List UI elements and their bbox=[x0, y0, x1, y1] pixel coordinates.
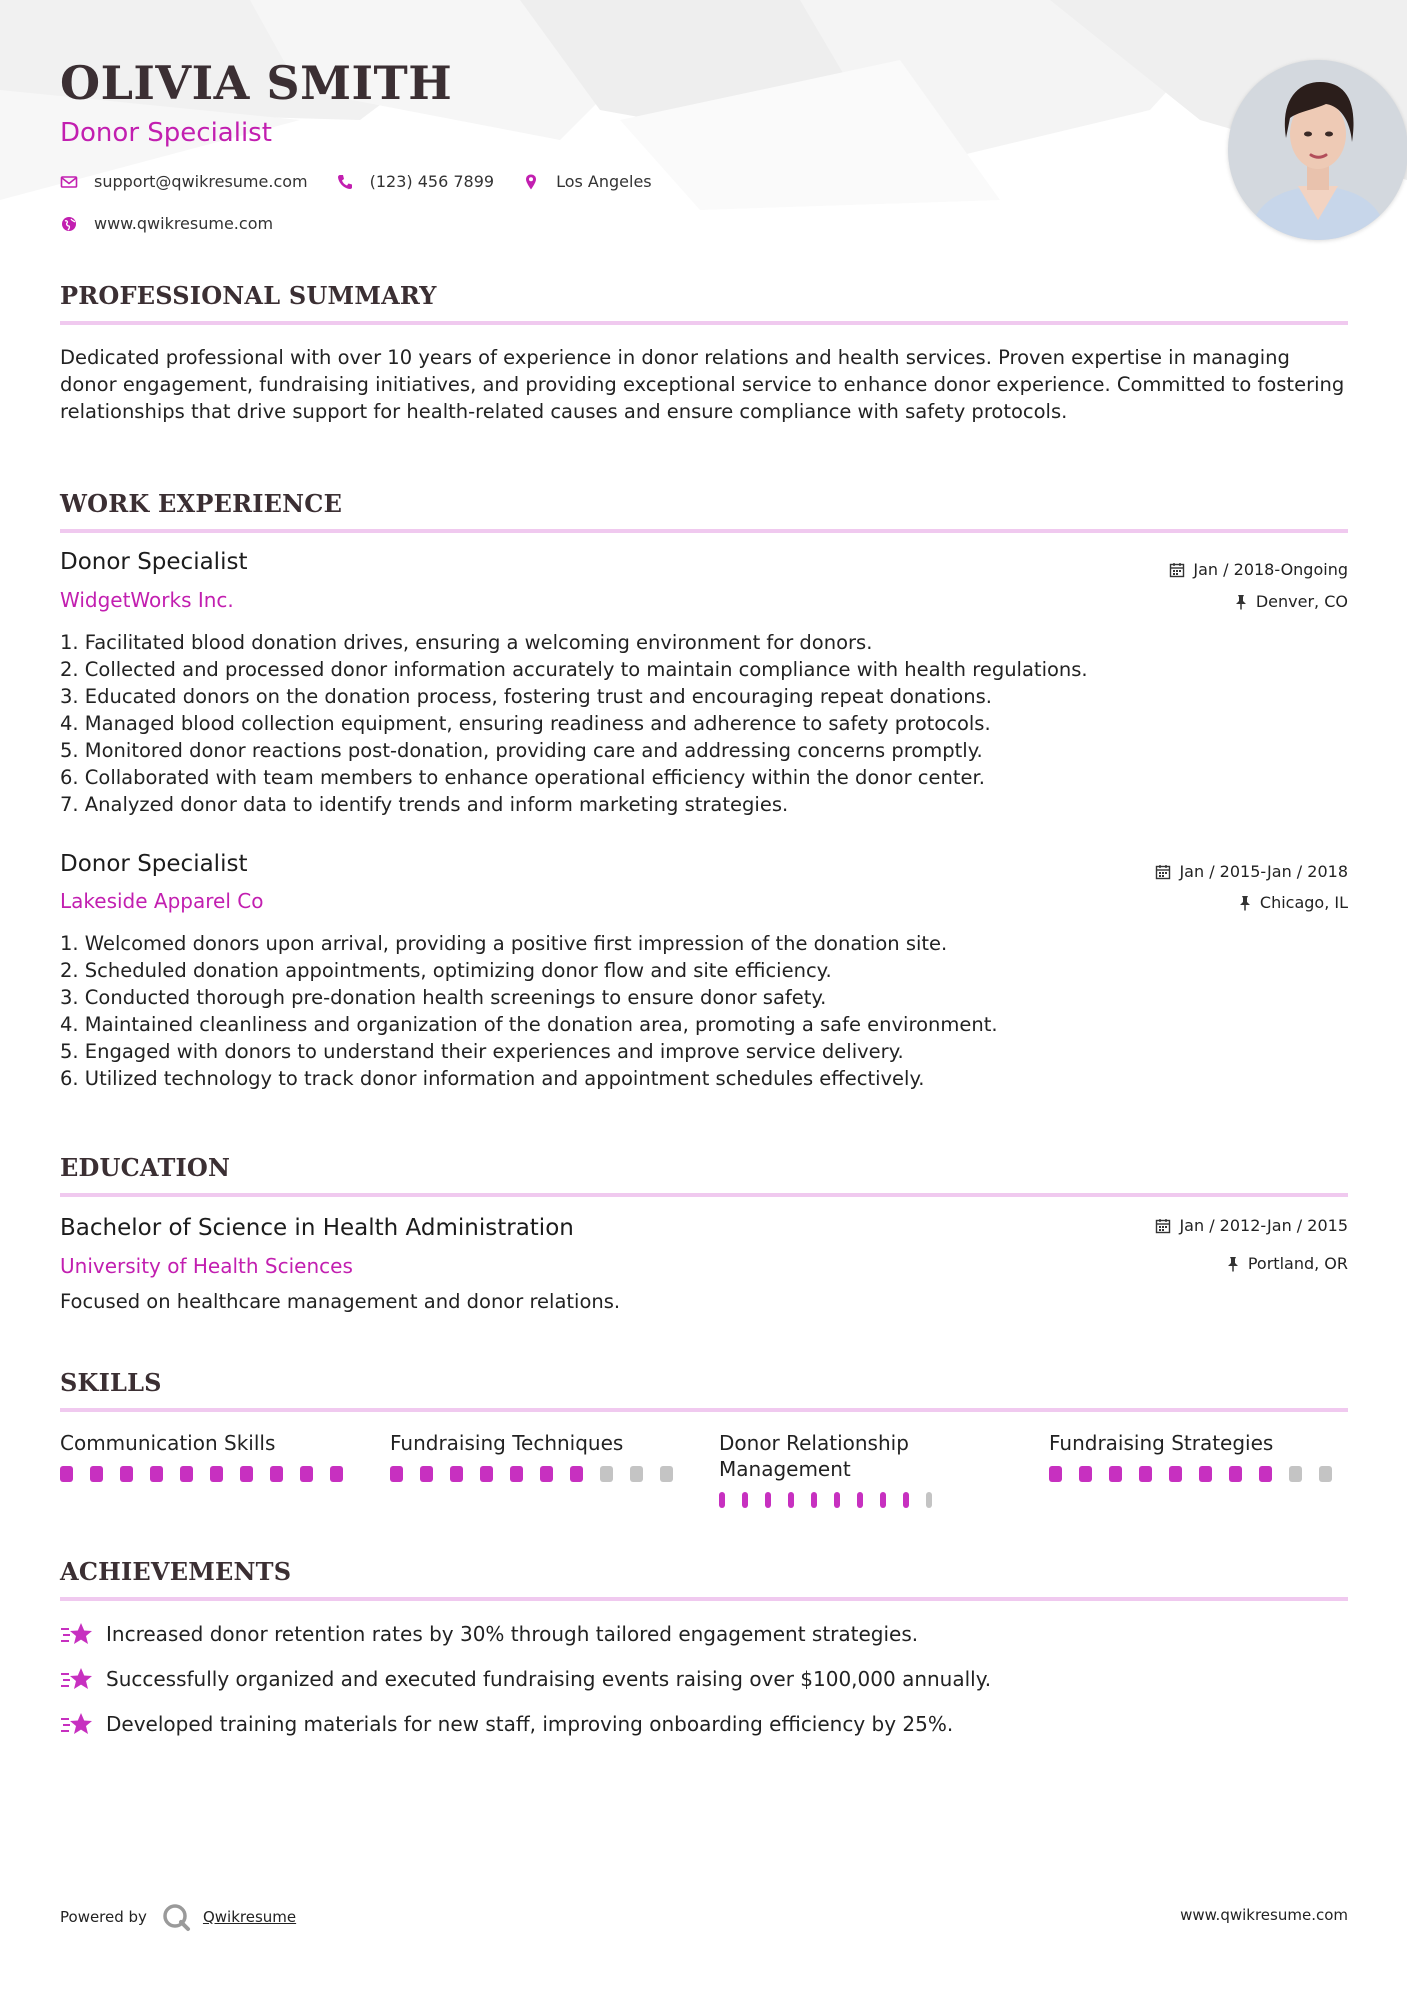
experience-heading: WORK EXPERIENCE bbox=[60, 489, 343, 518]
duty-item: 5. Monitored donor reactions post-donation, providing care and addressing concerns promptly. bbox=[60, 739, 983, 762]
duty-item: 1. Welcomed donors upon arrival, providing a positive first impression of the donation site. bbox=[60, 932, 948, 955]
skill-name: Donor Relationship Management bbox=[719, 1431, 909, 1481]
contact-phone[interactable] bbox=[336, 172, 494, 191]
location-text: Los Angeles bbox=[556, 172, 652, 191]
qwikresume-logo-icon bbox=[161, 1902, 191, 1932]
candidate-name: OLIVIA SMITH bbox=[60, 56, 453, 110]
pushpin-icon bbox=[1238, 895, 1252, 911]
achievement-text: Successfully organized and executed fundraising events raising over $100,000 annually. bbox=[106, 1667, 992, 1691]
duty-item: 1. Facilitated blood donation drives, ensuring a welcoming environment for donors. bbox=[60, 631, 873, 654]
job-location bbox=[1234, 592, 1348, 611]
skill-rating bbox=[390, 1466, 690, 1482]
duty-item: 4. Maintained cleanliness and organization of the donation area, promoting a safe environment. bbox=[60, 1013, 998, 1036]
rating-dot-filled bbox=[1049, 1466, 1062, 1482]
rating-dot-filled bbox=[765, 1492, 771, 1508]
duty-item: 2. Scheduled donation appointments, optimizing donor flow and site efficiency. bbox=[60, 959, 832, 982]
avatar-illustration bbox=[1228, 60, 1407, 240]
rating-dot-empty bbox=[630, 1466, 643, 1482]
star-icon bbox=[60, 1710, 94, 1738]
website-text: www.qwikresume.com bbox=[94, 214, 274, 233]
rating-dot-filled bbox=[60, 1466, 73, 1482]
rating-dot-filled bbox=[1229, 1466, 1242, 1482]
rating-dot-filled bbox=[270, 1466, 283, 1482]
calendar-icon bbox=[1169, 562, 1185, 578]
job-company: WidgetWorks Inc. bbox=[60, 588, 234, 612]
achievements-heading: ACHIEVEMENTS bbox=[60, 1557, 292, 1586]
rating-dot-filled bbox=[880, 1492, 886, 1508]
rating-dot-filled bbox=[510, 1466, 523, 1482]
calendar-icon bbox=[1155, 864, 1171, 880]
rating-dot-filled bbox=[180, 1466, 193, 1482]
education-description: Focused on healthcare management and donor relations. bbox=[60, 1290, 621, 1313]
rating-dot-filled bbox=[450, 1466, 463, 1482]
education-location-text: Portland, OR bbox=[1247, 1254, 1348, 1273]
job-location-text: Denver, CO bbox=[1255, 592, 1348, 611]
rating-dot-filled bbox=[330, 1466, 343, 1482]
duty-item: 6. Utilized technology to track donor information and appointment schedules effectively. bbox=[60, 1067, 925, 1090]
rating-dot-filled bbox=[240, 1466, 253, 1482]
header-background bbox=[0, 0, 1407, 230]
rating-dot-filled bbox=[480, 1466, 493, 1482]
job-duties-list bbox=[60, 930, 998, 1092]
pushpin-icon bbox=[1234, 594, 1248, 610]
rating-dot-empty bbox=[1319, 1466, 1332, 1482]
rating-dot-filled bbox=[570, 1466, 583, 1482]
rating-dot-filled bbox=[742, 1492, 748, 1508]
school-name: University of Health Sciences bbox=[60, 1254, 353, 1278]
summary-divider bbox=[60, 321, 1348, 325]
duty-item: 2. Collected and processed donor information accurately to maintain compliance with health regulations. bbox=[60, 658, 1088, 681]
skill-name: Fundraising Techniques bbox=[390, 1431, 624, 1455]
job-dates-text: Jan / 2015-Jan / 2018 bbox=[1179, 862, 1348, 881]
rating-dot-empty bbox=[660, 1466, 673, 1482]
job-dates bbox=[1155, 862, 1348, 881]
rating-dot-filled bbox=[719, 1492, 725, 1508]
skill-name: Communication Skills bbox=[60, 1431, 276, 1455]
skill-rating bbox=[719, 1492, 949, 1508]
profile-photo bbox=[1228, 60, 1407, 240]
job-location bbox=[1238, 893, 1348, 912]
email-text: support@qwikresume.com bbox=[94, 172, 308, 191]
achievement-text: Developed training materials for new staff, improving onboarding efficiency by 25%. bbox=[106, 1712, 954, 1736]
education-heading: EDUCATION bbox=[60, 1153, 231, 1182]
footer-website[interactable]: www.qwikresume.com bbox=[1180, 1906, 1348, 1924]
summary-heading: PROFESSIONAL SUMMARY bbox=[60, 281, 437, 310]
rating-dot-filled bbox=[1139, 1466, 1152, 1482]
rating-dot-filled bbox=[788, 1492, 794, 1508]
education-divider bbox=[60, 1193, 1348, 1197]
duty-item: 3. Educated donors on the donation process, fostering trust and encouraging repeat donations. bbox=[60, 685, 992, 708]
contact-location bbox=[522, 172, 652, 191]
star-icon bbox=[60, 1665, 94, 1693]
rating-dot-filled bbox=[150, 1466, 163, 1482]
qwikresume-link[interactable]: Qwikresume bbox=[202, 1908, 297, 1926]
skill-rating bbox=[1049, 1466, 1349, 1482]
achievement-item bbox=[60, 1710, 953, 1738]
job-dates bbox=[1169, 560, 1348, 579]
powered-by-label: Powered by bbox=[60, 1908, 147, 1926]
star-icon bbox=[60, 1620, 94, 1648]
phone-text: (123) 456 7899 bbox=[369, 172, 495, 191]
rating-dot-filled bbox=[834, 1492, 840, 1508]
contact-email[interactable] bbox=[60, 172, 308, 191]
candidate-role: Donor Specialist bbox=[60, 118, 272, 148]
contact-row-website bbox=[60, 214, 301, 233]
skill-item bbox=[1049, 1430, 1349, 1482]
rating-dot-filled bbox=[390, 1466, 403, 1482]
footer-powered-by bbox=[60, 1902, 296, 1932]
phone-icon bbox=[336, 173, 354, 191]
achievement-item bbox=[60, 1665, 991, 1693]
job-dates-text: Jan / 2018-Ongoing bbox=[1193, 560, 1348, 579]
degree-title: Bachelor of Science in Health Administration bbox=[60, 1215, 574, 1241]
achievements-divider bbox=[60, 1597, 1348, 1601]
calendar-icon bbox=[1155, 1218, 1171, 1234]
rating-dot-filled bbox=[420, 1466, 433, 1482]
skill-item bbox=[390, 1430, 690, 1482]
rating-dot-filled bbox=[300, 1466, 313, 1482]
rating-dot-filled bbox=[903, 1492, 909, 1508]
rating-dot-filled bbox=[540, 1466, 553, 1482]
duty-item: 4. Managed blood collection equipment, ensuring readiness and adherence to safety protocols. bbox=[60, 712, 991, 735]
rating-dot-filled bbox=[1109, 1466, 1122, 1482]
education-dates bbox=[1155, 1216, 1348, 1235]
job-title: Donor Specialist bbox=[60, 549, 248, 575]
skills-heading: SKILLS bbox=[60, 1368, 162, 1397]
experience-divider bbox=[60, 529, 1348, 533]
rating-dot-filled bbox=[1169, 1466, 1182, 1482]
skill-item bbox=[719, 1430, 949, 1508]
job-company: Lakeside Apparel Co bbox=[60, 889, 264, 913]
job-title: Donor Specialist bbox=[60, 851, 248, 877]
rating-dot-filled bbox=[1259, 1466, 1272, 1482]
job-location-text: Chicago, IL bbox=[1259, 893, 1348, 912]
rating-dot-filled bbox=[857, 1492, 863, 1508]
achievement-item bbox=[60, 1620, 918, 1648]
skill-item bbox=[60, 1430, 360, 1482]
skills-divider bbox=[60, 1408, 1348, 1412]
rating-dot-empty bbox=[1289, 1466, 1302, 1482]
education-dates-text: Jan / 2012-Jan / 2015 bbox=[1179, 1216, 1348, 1235]
rating-dot-empty bbox=[600, 1466, 613, 1482]
skill-name: Fundraising Strategies bbox=[1049, 1431, 1274, 1455]
map-pin-icon bbox=[522, 173, 540, 191]
rating-dot-filled bbox=[1079, 1466, 1092, 1482]
rating-dot-filled bbox=[90, 1466, 103, 1482]
pushpin-icon bbox=[1226, 1256, 1240, 1272]
job-duties-list bbox=[60, 629, 1088, 818]
rating-dot-filled bbox=[120, 1466, 133, 1482]
duty-item: 3. Conducted thorough pre-donation health screenings to ensure donor safety. bbox=[60, 986, 827, 1009]
globe-icon bbox=[60, 215, 78, 233]
rating-dot-filled bbox=[1199, 1466, 1212, 1482]
contact-row bbox=[60, 172, 680, 191]
rating-dot-empty bbox=[926, 1492, 932, 1508]
rating-dot-filled bbox=[210, 1466, 223, 1482]
achievement-text: Increased donor retention rates by 30% through tailored engagement strategies. bbox=[106, 1622, 919, 1646]
summary-text: Dedicated professional with over 10 years of experience in donor relations and health services. Proven expertise in managing donor engagement, fundraising initiatives, and providing exceptional service to enhance donor experience. Committed to fostering relationships that drive support for health-related causes and ensure compliance with safety protocols. bbox=[60, 346, 1345, 423]
contact-website[interactable] bbox=[60, 214, 273, 233]
rating-dot-filled bbox=[811, 1492, 817, 1508]
skill-rating bbox=[60, 1466, 360, 1482]
duty-item: 6. Collaborated with team members to enhance operational efficiency within the donor center. bbox=[60, 766, 985, 789]
duty-item: 7. Analyzed donor data to identify trends and inform marketing strategies. bbox=[60, 793, 789, 816]
education-location bbox=[1226, 1254, 1348, 1273]
duty-item: 5. Engaged with donors to understand their experiences and improve service delivery. bbox=[60, 1040, 904, 1063]
envelope-icon bbox=[60, 173, 78, 191]
